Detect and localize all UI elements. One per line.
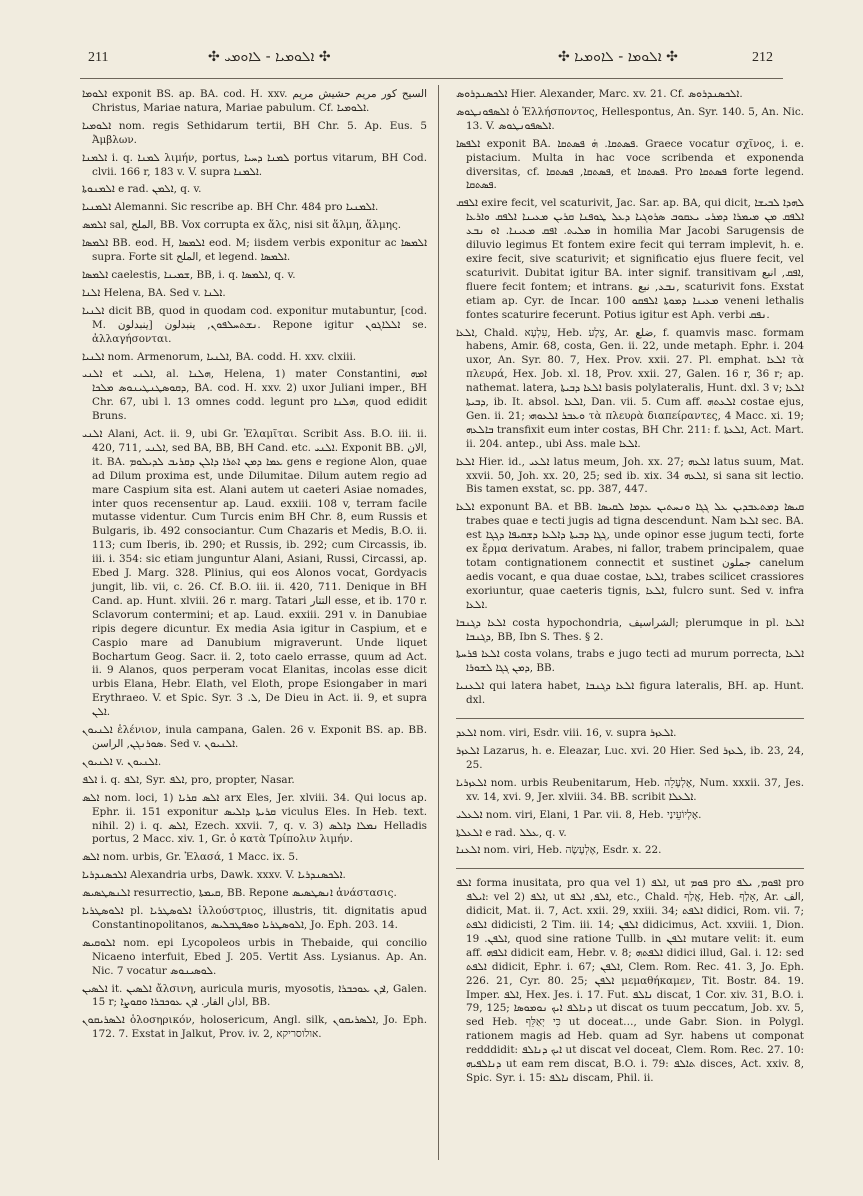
entry: ܐܠܥܠܝ nom. viri, Elani, 1 Par. vii. 8, Heb. אֶלְיוֹעֵינַי. [456, 808, 702, 821]
entry: ܐܠܥܐ exponunt BA. et BB. ܩܝܣܐ ܕܡܬܥܒܕܝܢ ܥܠ ܓܓܐ ܘܢܚܬܝܢ ܥܕܡܐ ܠܩܝܣܐ trabes quae e tecti jugis ad tigna descendunt. Nam ܐܠܥܐ sec. BA. est ܓܓܐ ܕܒܝܬܐ ܕܐܠܥܐ ܕܫܩܝܦܐ ܕܓܓܐ, unde opinor esse jugum tecti, forte ex ἔρμα derivatum. Arabes, ni fallor, trabem principalem, quae totam contignationem connectit et sustinet جملون canelum aedis vocant, e qua duae costae, ܐܠܥܐ, trabes scilicet crassiores exoriuntur, quae caeteris tignis, ܐܠܥܐ, fulcro sunt. Sed v. infra ܐܠܥܐ. [456, 501, 804, 611]
entry: ܐܠܥܙܪܝܐ nom. urbis Reubenitarum, Heb. אֶלְעָלֵה, Num. xxxii. 37, Jes. xv. 14, xvi. 9, Jer. xlviii. 34. BB. scribit ܐܠܥܠܐ. [456, 776, 804, 803]
page-header [88, 50, 773, 70]
entry: ܐܠܢܝ et ܐܠܢܝ, al. ܗܠܢܐ, Helena, 1) mater Constantini, ܐܡܗ ܕܩܘܣܛܢܛܝܢܘܣ ܡܠܟܐ, BA. cod. H. xxv. 2) uxor Juliani imper., BH Chr. 67, ubi l. 13 omnes codd. legunt pro ܗܠܢܐ, quod edidit Bruns. [82, 368, 427, 423]
entry: ܐܠܥܐ, Chald. עִלְעָא, Heb. צֵלָע, Ar. ضلع, f. quamvis masc. formam habens, Amir. 68, costa, Gen. ii. 22, unde metaph. Ephr. i. 204 uxor, An. Syr. 80. 7, Hex. Prov. xxii. 27. Pl. emphat. ܐܠܥܐ τὰ πλευρά, Hex. Job. xl. 18, Prov. xxii. 27, Galen. 16 r, 36 r; ap. nathemat. latera, ܐܠܥܐ ܕܒܝܬܐ basis polylateralis, Hunt. dxl. 3 v; ܐܠܥܐ ܕܒܝܬܐ, ib. It. absol. ܐܠܥܐ, Dan. vii. 5. Cum aff. ܐܠܥܬܗ costae ejus, Gen. ii. 21; ܘܥܒܪ ܐܠܥܘܗܝ τὰ πλευρὰ διαπείραντες, 4 Macc. xi. 19; ܒܐܠܥܗ transfixit eum inter costas, BH Chr. 211: f. ܐܠܥܬܐ, Act. Mart. ii. 204. antep., ubi Ass. male ܐܠܥܐ. [456, 326, 804, 450]
entry: ܐܠܥܐ Hier. id., ܐܠܥܝ latus meum, Joh. xx. 27; ܐܠܥܗ latus suum, Mat. xxvii. 50, Joh. xx. 20, 25; sed ib. xix. 34 ܐܠܥܗ, si sana sit lectio. Bis tamen exstat, sc. pp. 387, 447. [456, 455, 804, 496]
entry: ܐܠܣ nom. urbis, Gr. Ἐλασά, 1 Macc. ix. 5. [82, 851, 299, 864]
entry: ܐܠܡܣܐ caelestis, ܫܡܝܢܐ, BB, i. q. ܐܠܡܣܐ, q. v. [82, 268, 296, 281]
entry: ܐܠܘܩܝܣ nom. epi Lycopoleos urbis in Thebaide, qui concilio Nicaeno interfuit, Ebed J. 205. Vertit Ass. Lysianus. Ap. An. Nic. 7 vocatur ܠܘܣܝܢܘܣ. [82, 936, 427, 977]
entry: ܐܠܣܦܘܢܛܘܣ ὁ Ἑλλήσποντος, Hellespontus, An. Syr. 140. 5, An. Nic. 13. V. ܐܠܣܦܘܢܛܘܣ. [456, 105, 804, 132]
entry: ܐܠܢܝܐ dicit BB, quod in quodam cod. exponitur mutabuntur, [cod. M. ينبدلون] ܢܫܬܚܠܦܘܢ, ينبدلون. Repone igitur ܐܠܠܐܓܘܢ se. ἀλλαγήσονται. [82, 304, 427, 345]
entry: ܐܠܥܐ ܕܓܢܒܐ costa hypochondria, الشراسيف; plerumque in pl. ܐܠܥܐ ܕܓܢܒܐ, BB, Ibn S. Thes. § 2. [456, 616, 804, 643]
entry: ܐܠܦܣܐ exponit BA. ܦܣܬܩܐ. ܗ̇ ܦܣܬܩܐ. Graece vocatur σχῖνος, i. e. pistacium. Multa in hac voce scribenda et exponenda diversitas, cf. ܦܣܬܩܐ, ܦܣܬܩܐ, et ܦܣܬܩܐ. Pro ܦܣܬܩܐ forte legend. ܦܣܬܩܐ. [456, 137, 804, 192]
section-rule [456, 712, 804, 719]
entry: ܐܠܥܠܬܐ e rad. ܥܠܠ, q. v. [456, 826, 567, 839]
right-column [456, 88, 804, 1173]
entry: ܐܠܡܢܐ i. q. ܠܡܢܐ λιμήν, portus, ܠܡܢܐ ܕܚܝܐ portus vitarum, BH Cod. clvii. 166 r, 183 v. V. supra ܐܠܡܢܐ. [82, 151, 427, 178]
entry: ܐܠܦ forma inusitata, pro qua vel 1) ܐܠܦ, ut ܦܘܡ pro ܐܦܘܡ, ܝܠܦ pro ܐܝܠܦ: vel 2) ܐܠܦ, ut ܐܠܦ, ܐܠܦ, etc., Chald. אֲלַף, Heb. אָלַף, Ar. الف, didicit, Mat. ii. 7, Act. xxii. 29, xxiii. 34; ܐܠܦܬ didici, Rom. vii. 7; ܐܠܦܬ didicisti, 2 Tim. iii. 14; ܐܠܦܢ didicimus, Act. xxviii. 1, Dion. ܐܠܦܢ. 19, quod sine ratione Tullb. in ܐܠܦܢ mutare velit: it. eum aff. ܐܠܦܗ didicit eam, Hebr. v. 8; ܐܠܦܬܗ didici illud, Gal. i. 12: sed ܐܠܦܬ didicit, Ephr. i. 67; ܐܠܦܢ, Clem. Rom. Rec. 41. 3, Jo. Eph. 226. 21, Cyr. 80. 25; ܐܠܦܢ μεμαθήκαμεν, Tit. Bostr. 84. 19. Imper. ܐܠܦ, Hex. Jes. i. 17. Fut. ܢܐܠܦ discat, 1 Cor. xiv. 31, B.O. i. 79, 125; ܕܢܐܠܦ ܐܝܟ ܢܘܡܘܣܐ ut discat os tuum peccatum, Job. xv. 5, sed Heb. כִּי יְאַלֵּף ut doceat…, unde Gabr. Sion. in Polygl. rationem magis ad Heb. quam ad Syr. habens ut componat redddidit: ܐܝܟ ܕܢܐܠܦ ut discat vel doceat, Clem. Rom. Rec. 27. 10: ܕܢܐܠܦܝܗ ut eam rem discat, B.O. i. 79: ܬܐܠܦ disces, Act. xxiv. 8, Spic. Syr. i. 15: ܢܐܠܦ discam, Phil. ii. [456, 877, 804, 1084]
entry: ܐܠܘܣܛܪܝܐ pl. ܐܠܘܣܛܪܝܐ ἰλλούστριος, illustris, tit. dignitatis apud Constantinopolitanos, ܐܠܘܣܛܪܝܐ ܘܣܦܛܒܠܝܣ, Jo. Eph. 203. 14. [82, 905, 427, 931]
right-page-number: 212 [752, 50, 773, 65]
left-column [82, 88, 427, 1173]
entry: ܐܠܣܝܢ it. ܐܠܣܝܢ ἄλσινη, auricula muris, myosotis, ܐܕܢ ܥܘܟܒܪܐ, Galen. 15 r; اذان الفار. ܐܕܢ ܥܘܟܒܪܐ ܘܩܘܨܐ, BB. [82, 982, 427, 1009]
entry: ܐܠܢܝܘܢ v. ܐܠܢܝܘܢ. [82, 755, 162, 768]
column-divider [438, 85, 439, 1160]
entry: ܐܠܦܩ exire fecit, vel scaturivit, Jac. Sar. ap. BA, qui dicit, ܠܗܕܐ ܠܒܝܫܐ ܐܠܦܩ ܡܢ ܡܝܡܪܐ ܕܡܪܝ ܝܥܩܘܒ ܣܪܘܓܝܐ ܕܥܠ ܛܘܦܢܐ ܩܪܝܢ ܡܥܝܢܐ ܐܠܦܩ ܘܐܪܥܐ ܡܠܝܬ. ܐܦܩ ܡܥܝܢܐ. ܐܘ ܢܒܥ in homilia Mar Jacobi Sarugensis de diluvio legimus Et fontem exire fecit qui terram implevit, h. e. exire fecit, sive scaturivit; et significatio ejus fluere fecit, vel scaturivit. Dubitat igitur BA. inter signif. transitivam ܐܦܩ, انبع, fluere fecit fontem; et intrans. ܢܒܥ, نبع, scaturivit fons. Exstat etiam ap. Cyr. de Incar. 100 ܡܥܝܢܐ ܕܡܘܬܐ ܐܠܦܩܘ veneni lethalis fontes scaturire fecerunt. Potius igitur est Aph. verbi ܢܦܩ. [456, 197, 804, 321]
entry: ܐܠܘܡܝܐ nom. regis Sethidarum tertii, BH Chr. 5. Ap. Eus. 5 Ἀμβλων. [82, 119, 427, 146]
entry: ܐܠܡܢܝܐ Alemanni. Sic rescribe ap. BH Chr. 484 pro ܐܠܡܢܝܐ. [82, 201, 379, 214]
entry: ܐܠܡܣܐ BB. eod. H, ܐܠܡܣܐ eod. M; iisdem verbis exponitur ac ܐܠܡܣܐ supra. Forte sit الملح, et legend. ܐܠܡܣܐ. [82, 237, 427, 264]
entry: ܐܠܥܢܝܐ qui latera habet, ܐܠܥܐ ܕܓܢܒܐ figura lateralis, BH. ap. Hunt. dxl. [456, 680, 804, 707]
entry: ܐܠܣܪܝܩܘܢ ὁλοσηρικόν, holosericum, Angl. silk, ܐܠܣܪܝܩܘܢ, Jo. Eph. 172. 7. Exstat in Jalkut, Prov. iv. 2, אולוסריקא. [82, 1014, 427, 1041]
left-running-title: ✣ ܐܠܘܡܝܐ - ܠܐܘܡܝ ✣ [208, 49, 331, 65]
entry: ܐܠܢܣܛܣܝܣ resurrectio, ܩܝܡܬܐ, BB. Repone ܐܢܣܛܣܝܣ ἀνάστασις. [82, 887, 397, 900]
entry: ܐܠܘܡܐ exponit BS. ap. BA. cod. H. xxv. السيح كور مريم حشيش مريم Christus, Mariae natura, Mariae pabulum. Cf. ܐܠܘܡܝܐ. [82, 88, 427, 114]
entry: ܐܠܥܢܐ nom. viri, Heb. אֶלְעָשָׂה, Esdr. x. 22. [456, 844, 662, 857]
entry: ܐܠܥܕ nom. viri, Esdr. viii. 16, v. supra ܐܠܥܙܪ. [456, 727, 677, 740]
entry: ܐܠܥܐ ܦܪܚܬܐ costa volans, trabs e jugo tecti ad murum porrecta, ܐܠܥܐ ܕܡܢ ܓܓܐ ܠܫܘܪܐ, BB. [456, 648, 804, 675]
entry: ܐܠܟܣܢܕܪܝܐ Alexandria urbs, Dawk. xxxv. V. ܐܠܟܣܢܕܪܝܐ. [82, 869, 346, 882]
entry: ܐܠܢܝܘܢ ἑλένιον, inula campana, Galen. 26 v. Exponit BS. ap. BB. ܣܘܪܢܓܢ, الراسن. Sed v. ܐܠܢܝܘܢ. [82, 724, 427, 750]
entry: ܐܠܟܣܢܕܪܘܣ Hier. Alexander, Marc. xv. 21. Cf. ܐܠܟܣܢܕܪܘܣ. [456, 88, 743, 100]
entry: ܐܠܥܙܪ Lazarus, h. e. Eleazar, Luc. xvi. 20 Hier. Sed ܠܥܙܪ, ib. 23, 24, 25. [456, 744, 804, 771]
entry: ܐܠܡܣ sal, الملح, BB. Vox corrupta ex ἅλς, nisi sit ἅλμη, ἅλμης. [82, 219, 402, 232]
right-running-title: ✣ ܐܠܘܡܐ - ܠܐܘܡܝܐ ✣ [558, 49, 678, 65]
section-rule [456, 862, 804, 869]
entry: ܐܠܦ i. q. ܐܠܦ, Syr. ܐܠܦ, pro, propter, Nasar. [82, 773, 295, 786]
entry: ܐܠܣ nom. loci, 1) ܐܠܣ ܩܪܝܐ arx Eles, Jer. xlviii. 34. Qui locus ap. Ephr. ii. 151 exponitur ܩܪܝܬܐ ܕܐܠܝܣ viculus Eles. In Heb. text. nihil. 2) i. q. ܐܠܣ, Ezech. xxvii. 7, q. v. 3) ܢܡܠܐ ܕܐܠܣ Helladis portus, 2 Macc. xiv. 1, Gr. ὁ κατὰ Τρίπολιν λιμήν. [82, 791, 427, 846]
entry: ܐܠܢܐ Helena, BA. Sed v. ܐܠܢܐ. [82, 286, 226, 299]
left-page-number: 211 [88, 50, 109, 65]
entry: ܐܠܢܝܐ nom. Armenorum, ܐܠܢܝܐ, BA. codd. H. xxv. clxiii. [82, 350, 357, 363]
entry: ܐܠܡܢܘܬܐ e rad. ܐܠܡܢ, q. v. [82, 183, 202, 196]
entry: ܐܠܢܝ Alani, Act. ii. 9, ubi Gr. Ἐλαμῖται. Scribit Ass. B.O. iii. ii. 420, 711, ܐܠܢܝ, sed BA, BB, BH Cand. etc. ܐܠܢܝ. Exponit BB. الان, it. BA. ܥܡܐ ܕܡܢ ܐܬܪܐ ܕܐܠܢ ܕܩܪܝܒ ܠܕܝܠܘܡ gens e regione Alon, quae ad Dilum proxima est, unde Dilumitae. Dilum autem regio ad mare Caspium sita est. Alani autem ut caeteri Asiae nomades, inter quos recensentur ap. Laud. exxiii. 108 v, terram facile mutasse videntur. Cum Turcis enim BH Chr. 8, eum Russis et Bulgaris, ib. 492 consociantur. Cum Chazaris et Medis, B.O. ii. 113; cum Iberis, ib. 290; et Russis, ib. 292; cum Circassis, ib. iii. i. 354: sic etiam junguntur Alani, Asiani, Russi, Circassi, ap. Ebed J. Marg. 328. Plinius, qui eos Alonos vocat, Gordyacis jungit, lib. vii, c. 26. Cf. B.O. iii. ii. 420, 711. Denique in BH Cand. ap. Hunt. xlviii. 26 r. marg. Tatari التتار esse, et ib. 170 r. Sclavorum contermini; et ap. Laud. exxiii. 291 v. in Danubiae ripis degere dicuntur. Ex media Asia igitur in Caspium, et e Caspio mare ad Danubium migraverunt. Unde liquet Bochartum Geog. Sacr. ii. 2, toto caelo errasse, quum ad Act. ii. 9 Alanos, quos perperam vocat Elanitas, incolas esse dicit urbis Elana, Hebr. Elath, vel Eloth, prope Esiongaber in mari Erythraeo. V. et Spic. Syr. ܠ. 3, De Dieu in Act. ii. 9, et supra ܐܠܢ. [82, 428, 427, 719]
header-rule [80, 78, 783, 79]
